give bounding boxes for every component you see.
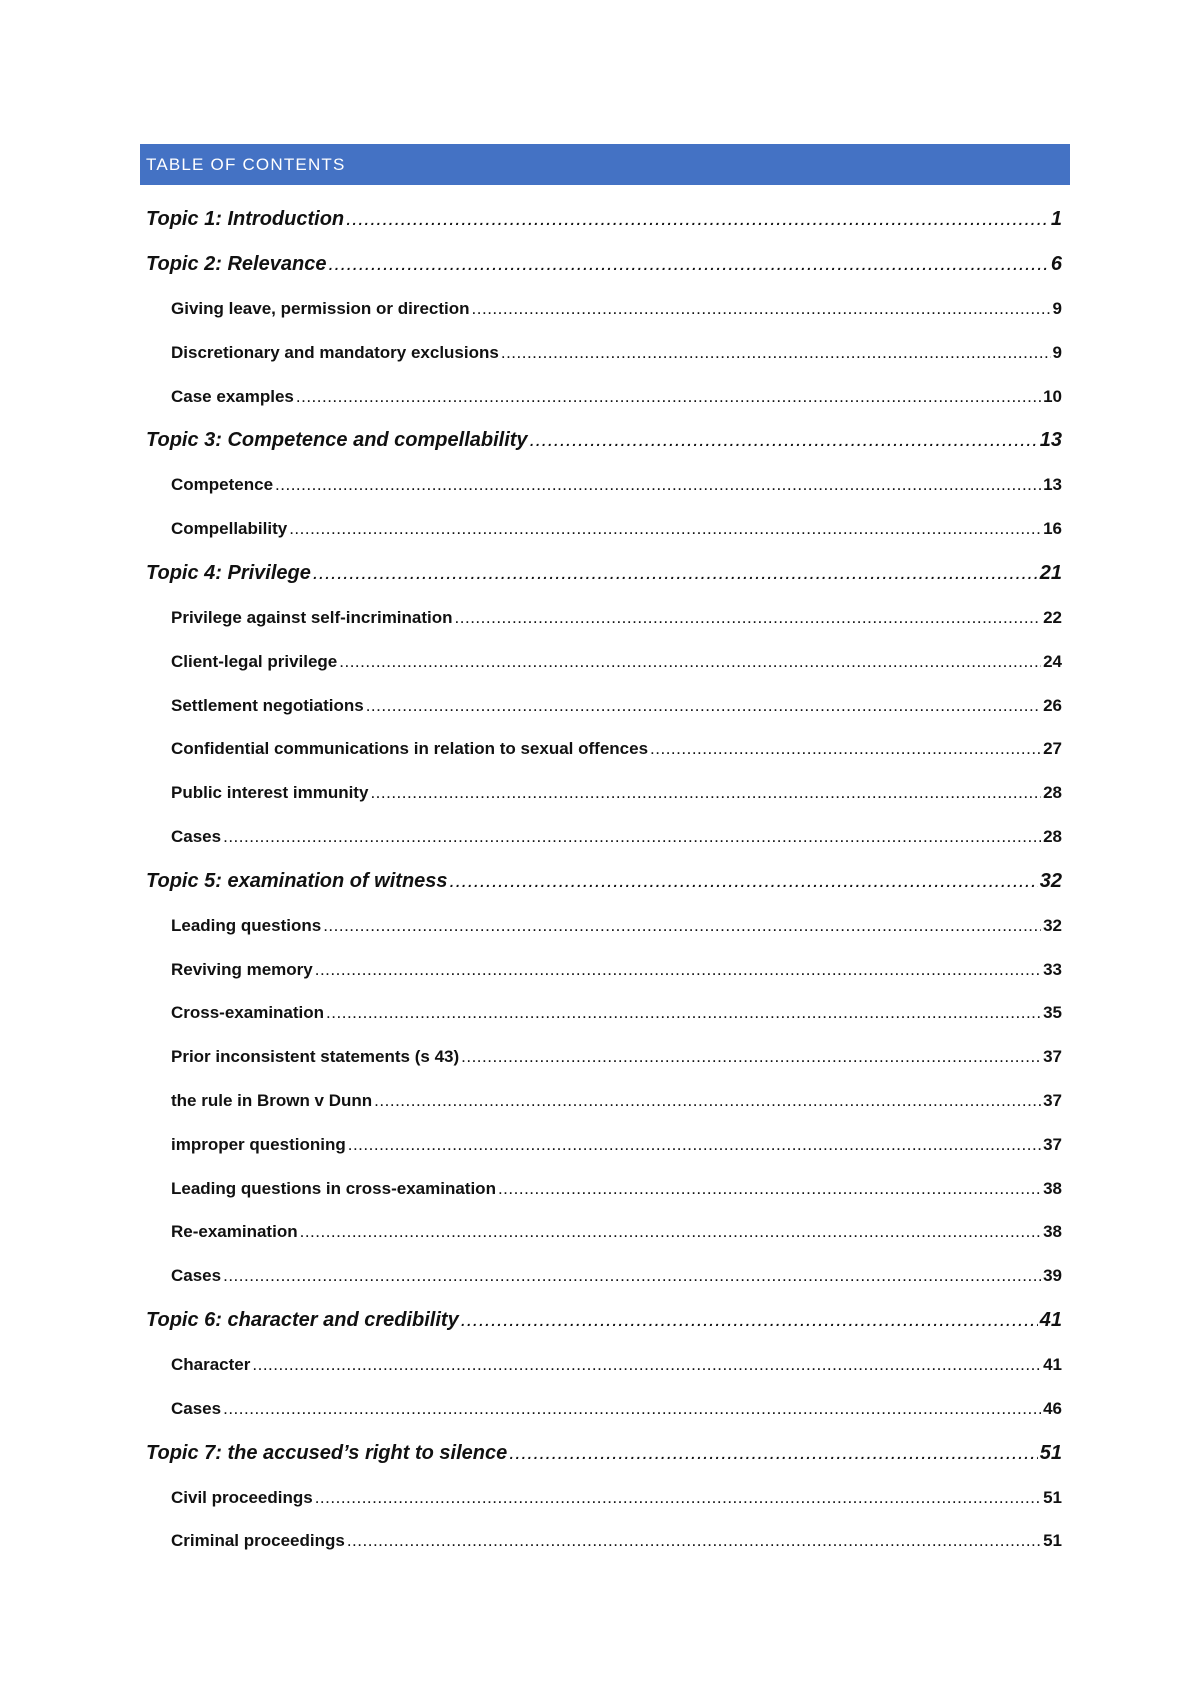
toc-page-number: 27 — [1043, 739, 1062, 759]
toc-subentry[interactable] — [140, 375, 1070, 419]
toc-subentry[interactable] — [140, 1035, 1070, 1079]
toc-page-number: 10 — [1043, 386, 1062, 406]
toc-dot-leader — [509, 1431, 1038, 1476]
toc-subentry[interactable] — [140, 287, 1070, 331]
toc-dot-leader — [326, 991, 1041, 1035]
toc-dot-leader — [498, 1167, 1041, 1211]
toc-topic-entry[interactable] — [140, 1431, 1070, 1476]
toc-entry-title: Topic 3: Competence and compellability — [146, 429, 528, 452]
toc-entry-title: Cases — [171, 1398, 222, 1418]
toc-topic-entry[interactable] — [140, 1298, 1070, 1343]
toc-page-number: 39 — [1043, 1266, 1062, 1286]
toc-subentry[interactable] — [140, 596, 1070, 640]
toc-topic-entry[interactable] — [140, 418, 1070, 463]
toc-entry-title: Prior inconsistent statements (s 43) — [171, 1047, 460, 1067]
toc-entry-title: Leading questions — [171, 915, 322, 935]
toc-page-number: 32 — [1043, 915, 1062, 935]
toc-entry-title: Privilege against self-incrimination — [171, 607, 453, 627]
toc-dot-leader — [461, 1035, 1041, 1079]
toc-dot-leader — [472, 287, 1051, 331]
toc-subentry[interactable] — [140, 771, 1070, 815]
toc-subentry[interactable] — [140, 1167, 1070, 1211]
toc-dot-leader — [450, 859, 1038, 904]
toc-page-number: 38 — [1043, 1222, 1062, 1242]
toc-page-number: 46 — [1043, 1398, 1062, 1418]
toc-entry-title: Compellability — [171, 519, 288, 539]
toc-page-number: 51 — [1039, 1441, 1062, 1464]
toc-dot-leader — [223, 1254, 1041, 1298]
toc-entry-title: Topic 6: character and credibility — [146, 1308, 459, 1331]
toc-page-number: 41 — [1039, 1308, 1062, 1331]
toc-page-number: 41 — [1043, 1354, 1062, 1374]
toc-page-number: 26 — [1043, 695, 1062, 715]
toc-page-number: 24 — [1043, 651, 1062, 671]
toc-entry-title: Discretionary and mandatory exclusions — [171, 342, 499, 362]
toc-dot-leader — [370, 771, 1041, 815]
toc-topic-entry[interactable] — [140, 551, 1070, 596]
toc-entry-title: Civil proceedings — [171, 1487, 313, 1507]
toc-entry-title: Criminal proceedings — [171, 1531, 345, 1551]
toc-dot-leader — [328, 242, 1048, 287]
toc-page-number: 16 — [1043, 519, 1062, 539]
toc-dot-leader — [455, 596, 1042, 640]
toc-subentry[interactable] — [140, 1476, 1070, 1520]
toc-page-number: 33 — [1043, 959, 1062, 979]
toc-dot-leader — [315, 948, 1041, 992]
toc-page-number: 28 — [1043, 783, 1062, 803]
toc-page-number: 35 — [1043, 1003, 1062, 1023]
toc-dot-leader — [461, 1298, 1038, 1343]
toc-subentry[interactable] — [140, 684, 1070, 728]
toc-subentry[interactable] — [140, 1210, 1070, 1254]
toc-subentry[interactable] — [140, 463, 1070, 507]
toc-dot-leader — [366, 684, 1041, 728]
toc-entry-title: Cases — [171, 1266, 222, 1286]
toc-dot-leader — [223, 1387, 1041, 1431]
toc-topic-entry[interactable] — [140, 242, 1070, 287]
toc-page-number: 13 — [1043, 475, 1062, 495]
toc-entry-title: Settlement negotiations — [171, 695, 364, 715]
toc-dot-leader — [315, 1476, 1041, 1520]
toc-entry-title: Topic 7: the accused’s right to silence — [146, 1441, 508, 1464]
toc-dot-leader — [323, 904, 1041, 948]
toc-subentry[interactable] — [140, 1079, 1070, 1123]
toc-subentry[interactable] — [140, 331, 1070, 375]
toc-subentry[interactable] — [140, 1254, 1070, 1298]
toc-heading: TABLE OF CONTENTS — [146, 154, 346, 174]
toc-topic-entry[interactable] — [140, 197, 1070, 242]
toc-entry-title: the rule in Brown v Dunn — [171, 1090, 373, 1110]
toc-subentry[interactable] — [140, 1123, 1070, 1167]
toc-subentry[interactable] — [140, 815, 1070, 859]
toc-entry-title: Character — [171, 1354, 251, 1374]
toc-entry-title: Competence — [171, 475, 274, 495]
toc-subentry[interactable] — [140, 1343, 1070, 1387]
toc-dot-leader — [300, 1210, 1041, 1254]
toc-subentry[interactable] — [140, 507, 1070, 551]
toc-dot-leader — [374, 1079, 1041, 1123]
toc-dot-leader — [346, 197, 1049, 242]
toc-page-number: 38 — [1043, 1178, 1062, 1198]
toc-header — [140, 144, 1070, 185]
toc-entry-title: Client-legal privilege — [171, 651, 338, 671]
toc-dot-leader — [252, 1343, 1041, 1387]
toc-subentry[interactable] — [140, 640, 1070, 684]
toc-entry-title: Case examples — [171, 386, 294, 406]
toc-subentry[interactable] — [140, 948, 1070, 992]
toc-page-number: 9 — [1052, 299, 1062, 318]
toc-dot-leader — [347, 1519, 1041, 1563]
toc-page-number: 22 — [1043, 607, 1062, 627]
toc-dot-leader — [348, 1123, 1041, 1167]
toc-entry-title: Cases — [171, 826, 222, 846]
toc-subentry[interactable] — [140, 904, 1070, 948]
toc-dot-leader — [223, 815, 1041, 859]
toc-page-number: 1 — [1050, 208, 1062, 230]
toc-dot-leader — [275, 463, 1041, 507]
toc-entry-title: Public interest immunity — [171, 783, 369, 803]
toc-subentry[interactable] — [140, 991, 1070, 1035]
toc-page-number: 32 — [1039, 869, 1062, 892]
toc-entry-title: Topic 2: Relevance — [146, 253, 327, 275]
toc-dot-leader — [501, 331, 1051, 375]
toc-list — [140, 197, 1070, 1563]
toc-dot-leader — [650, 727, 1041, 771]
toc-page-number: 28 — [1043, 826, 1062, 846]
toc-page-number: 13 — [1039, 429, 1062, 452]
toc-subentry[interactable] — [140, 1387, 1070, 1431]
toc-entry-title: improper questioning — [171, 1134, 346, 1154]
toc-page-number: 51 — [1043, 1531, 1062, 1551]
toc-entry-title: Topic 1: Introduction — [146, 208, 345, 230]
toc-entry-title: Confidential communications in relation to sexual offences — [171, 739, 649, 759]
toc-entry-title: Giving leave, permission or direction — [171, 299, 470, 318]
toc-subentry[interactable] — [140, 1519, 1070, 1563]
toc-page-number: 51 — [1043, 1487, 1062, 1507]
toc-entry-title: Reviving memory — [171, 959, 313, 979]
toc-entry-title: Topic 4: Privilege — [146, 561, 311, 584]
toc-entry-title: Leading questions in cross-examination — [171, 1178, 496, 1198]
toc-page-number: 37 — [1043, 1090, 1062, 1110]
toc-page-number: 6 — [1050, 253, 1062, 275]
toc-entry-title: Cross-examination — [171, 1003, 325, 1023]
toc-entry-title: Re-examination — [171, 1222, 298, 1242]
toc-dot-leader — [289, 507, 1041, 551]
toc-page-number: 21 — [1039, 561, 1062, 584]
toc-dot-leader — [530, 418, 1038, 463]
toc-page-number: 37 — [1043, 1134, 1062, 1154]
toc-page-number: 9 — [1052, 342, 1062, 362]
toc-dot-leader — [339, 640, 1041, 684]
toc-dot-leader — [313, 551, 1038, 596]
toc-entry-title: Topic 5: examination of witness — [146, 869, 448, 892]
table-of-contents — [140, 144, 1070, 1563]
toc-page-number: 37 — [1043, 1047, 1062, 1067]
toc-subentry[interactable] — [140, 727, 1070, 771]
toc-topic-entry[interactable] — [140, 859, 1070, 904]
toc-dot-leader — [296, 375, 1041, 419]
